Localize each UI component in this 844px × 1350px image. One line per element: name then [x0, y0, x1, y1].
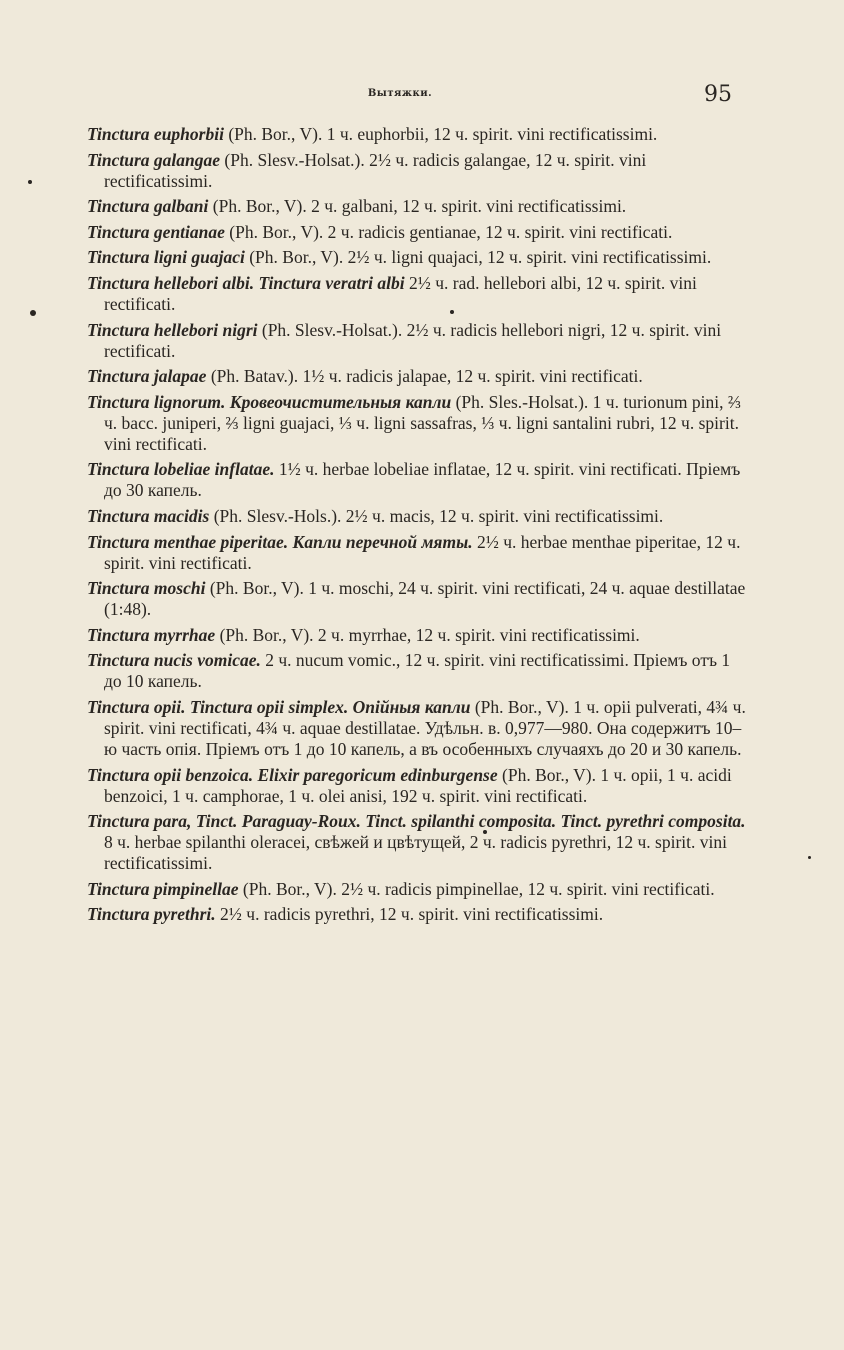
entry-text: (Ph. Slesv.-Holsat.). 2½ ч. radicis galangae, 12 ч. spirit. vini rectificatissimi.	[104, 149, 647, 191]
entry-text: 8 ч. herbae spilanthi oleracei, свѣжей и цвѣтущей, 2 ч. radicis pyrethri, 12 ч. spirit. vini rectificatissimi.	[104, 832, 727, 874]
entry-name: Tinctura galangae	[87, 149, 221, 170]
entry-name: Tinctura euphorbii	[87, 124, 224, 144]
entry-text: (Ph. Bor., V). 2 ч. myrrhae, 12 ч. spirit. vini rectificatissimi.	[215, 624, 640, 645]
entry-text: 1½ ч. herbae lobeliae inflatae, 12 ч. spirit. vini rectificati. Пріемъ до 30 капель.	[104, 459, 741, 501]
ink-speck	[808, 856, 811, 859]
entry	[87, 811, 747, 874]
entry	[87, 532, 747, 574]
entry-text: 2½ ч. rad. hellebori albi, 12 ч. spirit. vini rectificati.	[104, 272, 697, 314]
entry-text: (Ph. Bor., V). 2½ ч. radicis pimpinellae, 12 ч. spirit. vini rectificati.	[238, 878, 715, 899]
entry-name: Tinctura hellebori albi. Tinctura veratri albi	[87, 272, 405, 293]
entry-text: (Ph. Sles.-Holsat.). 1 ч. turionum pini, ⅔ ч. bacc. juniperi, ⅔ ligni guajaci, ⅓ ч. ligni sassafras, ⅓ ч. ligni santalini rubri, 12 ч. spirit. vini rectificati.	[104, 391, 741, 454]
entry	[87, 904, 747, 925]
entry-name: Tinctura lignorum. Кровеочистительныя капли	[87, 391, 452, 412]
entry	[87, 366, 747, 387]
entry-name: Tinctura pimpinellae	[87, 878, 239, 899]
entry-text: 2½ ч. radicis pyrethri, 12 ч. spirit. vini rectificatissimi.	[215, 904, 604, 925]
entry-name: Tinctura gentianae	[87, 221, 225, 242]
entry-text: 2 ч. nucum vomic., 12 ч. spirit. vini rectificatissimi. Пріемъ отъ 1 до 10 капель.	[104, 650, 731, 692]
entry	[87, 222, 747, 243]
entry	[87, 459, 747, 501]
entry-text: (Ph. Slesv.-Hols.). 2½ ч. macis, 12 ч. spirit. vini rectificatissimi.	[209, 505, 664, 526]
entry-name: Tinctura hellebori nigri	[87, 319, 258, 340]
entry-text: (Ph. Bor., V). 2½ ч. ligni quajaci, 12 ч. spirit. vini rectificatissimi.	[244, 247, 712, 268]
entry-text: (Ph. Bor., V). 1 ч. euphorbii, 12 ч. spirit. vini rectificatissimi.	[223, 124, 658, 144]
entry-name: Tinctura galbani	[87, 196, 209, 217]
entry-text: (Ph. Bor., V). 2 ч. galbani, 12 ч. spirit. vini rectificatissimi.	[208, 196, 627, 217]
entry-text: (Ph. Batav.). 1½ ч. radicis jalapae, 12 ч. spirit. vini rectificati.	[206, 366, 643, 387]
entry	[87, 392, 747, 455]
entry	[87, 273, 747, 315]
entry	[87, 150, 747, 192]
entry-name: Tinctura para, Tinct. Paraguay-Roux. Tinct. spilanthi composita. Tinct. pyrethri composita.	[87, 811, 746, 832]
entry-text: (Ph. Slesv.-Holsat.). 2½ ч. radicis hellebori nigri, 12 ч. spirit. vini rectificati.	[104, 319, 722, 361]
entry-text: (Ph. Bor., V). 1 ч. opii pulverati, 4¾ ч. spirit. vini rectificati, 4¾ ч. aquae destillatae. Удѣльн. в. 0,977—980. Она содержитъ 10–ю часть опія. Пріемъ отъ 1 до 10 капель, а въ особенныхъ случаяхъ до 20 и 30 капель.	[104, 696, 746, 759]
entry-name: Tinctura menthae piperitae. Капли перечной мяты.	[87, 531, 473, 552]
entry	[87, 578, 747, 620]
entry	[87, 765, 747, 807]
entry	[87, 196, 747, 217]
entry-text: (Ph. Bor., V). 1 ч. opii, 1 ч. acidi benzoici, 1 ч. camphorae, 1 ч. olei anisi, 192 ч. spirit. vini rectificati.	[104, 764, 732, 806]
entry	[87, 124, 747, 145]
entry-name: Tinctura lobeliae inflatae.	[87, 459, 275, 480]
entry-text: 2½ ч. herbae menthae piperitae, 12 ч. spirit. vini rectificati.	[104, 531, 741, 573]
entry-text: (Ph. Bor., V). 1 ч. moschi, 24 ч. spirit. vini rectificati, 24 ч. aquae destillatae (1:48).	[104, 578, 746, 620]
entry-name: Tinctura pyrethri.	[87, 904, 216, 925]
ink-speck	[28, 180, 32, 184]
running-header: Вытяжки.	[367, 88, 433, 99]
entry-name: Tinctura moschi	[87, 578, 206, 599]
entry	[87, 506, 747, 527]
entry-name: Tinctura nucis vomicae.	[87, 650, 261, 671]
entry	[87, 697, 747, 760]
entry	[87, 879, 747, 900]
entries-list	[87, 124, 747, 930]
ink-speck	[30, 310, 36, 316]
entry	[87, 650, 747, 692]
entry-text: (Ph. Bor., V). 2 ч. radicis gentianae, 12 ч. spirit. vini rectificati.	[224, 221, 673, 242]
entry	[87, 247, 747, 268]
entry-name: Tinctura myrrhae	[87, 624, 216, 645]
entry-name: Tinctura opii. Tinctura opii simplex. Опійныя капли	[87, 696, 471, 717]
entry-name: Tinctura ligni guajaci	[87, 247, 245, 268]
entry	[87, 625, 747, 646]
entry-name: Tinctura opii benzoica. Elixir paregoricum edinburgense	[87, 764, 498, 785]
entry-name: Tinctura jalapae	[87, 366, 207, 387]
entry-name: Tinctura macidis	[87, 505, 210, 526]
page-number: 95	[704, 82, 732, 107]
entry	[87, 320, 747, 362]
